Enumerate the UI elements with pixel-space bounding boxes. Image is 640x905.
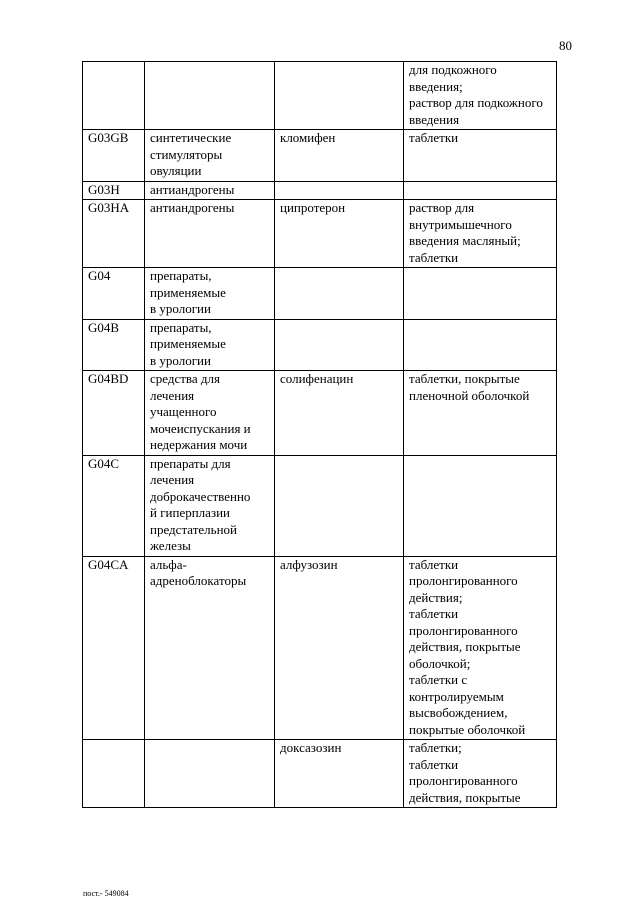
table-row [83, 62, 557, 130]
atc-code-cell [83, 130, 145, 182]
cell-text-line: доброкачественно [150, 488, 251, 504]
cell-text-line: ципротерон [280, 200, 346, 215]
substance-cell [275, 268, 404, 320]
atc-code-cell [83, 455, 145, 556]
cell-text-line: лечения [150, 387, 195, 403]
cell-text-line: железы [150, 538, 191, 553]
atc-code-cell [83, 181, 145, 200]
cell-text-line: антиандрогены [150, 200, 235, 215]
table-body [83, 62, 557, 808]
dosage-form-cell [404, 556, 557, 740]
dosage-form-cell [404, 130, 557, 182]
group-name-cell [145, 200, 275, 268]
cell-text-line: антиандрогены [150, 181, 235, 197]
cell-text-line: таблетки [409, 756, 459, 772]
cell-text-line: алфузозин [280, 556, 338, 572]
cell-text-line: таблетки; [409, 740, 462, 755]
cell-text-line: солифенацин [280, 371, 354, 386]
cell-text-line: введения; [409, 78, 463, 94]
cell-text-line: G04B [88, 319, 120, 335]
cell-text-line: раствор для [409, 200, 475, 215]
cell-text-line: средства для [150, 371, 221, 386]
atc-code-cell [83, 371, 145, 456]
group-name-cell [145, 455, 275, 556]
dosage-form-cell [404, 371, 557, 456]
cell-text-line: таблетки [409, 606, 459, 621]
group-name-cell [145, 371, 275, 456]
substance-cell [275, 200, 404, 268]
cell-text-line: раствор для подкожного [409, 95, 543, 110]
cell-text-line: таблетки [409, 249, 459, 265]
atc-code-cell [83, 200, 145, 268]
atc-code-cell [83, 268, 145, 320]
cell-text-line: препараты, [150, 268, 212, 283]
cell-text-line: для подкожного [409, 62, 497, 77]
cell-text-line: G03HA [88, 200, 130, 215]
page-number: 80 [559, 38, 572, 53]
substance-cell [275, 556, 404, 740]
cell-text-line: предстательной [150, 521, 237, 537]
table-row [83, 268, 557, 320]
atc-code-cell [83, 740, 145, 808]
cell-text-line: мочеиспускания и [150, 420, 251, 436]
cell-text-line: G03H [88, 181, 120, 197]
cell-text-line: пролонгированного [409, 622, 518, 638]
footer-note: пост.- 549084 [83, 889, 129, 898]
cell-text-line: в урологии [150, 352, 211, 368]
cell-text-line: недержания мочи [150, 437, 248, 452]
cell-text-line: адреноблокаторы [150, 573, 247, 588]
cell-text-line: препараты для [150, 455, 231, 471]
table-row [83, 740, 557, 808]
atc-code-cell [83, 62, 145, 130]
drug-table [82, 61, 557, 808]
cell-text-line: препараты, [150, 319, 212, 335]
cell-text-line: G04 [88, 268, 111, 283]
cell-text-line: пленочной оболочкой [409, 387, 530, 403]
cell-text-line: в урологии [150, 301, 211, 316]
atc-code-cell [83, 319, 145, 371]
cell-text-line: введения [409, 111, 460, 127]
table-row [83, 130, 557, 182]
cell-text-line: таблетки [409, 130, 459, 145]
dosage-form-cell [404, 181, 557, 200]
substance-cell [275, 371, 404, 456]
dosage-form-cell [404, 268, 557, 320]
cell-text-line: оболочкой; [409, 655, 471, 671]
substance-cell [275, 319, 404, 371]
cell-text-line: лечения [150, 472, 195, 487]
table-row [83, 556, 557, 740]
cell-text-line: высвобождением, [409, 705, 508, 720]
substance-cell [275, 62, 404, 130]
group-name-cell [145, 181, 275, 200]
cell-text-line: G04BD [88, 371, 129, 386]
substance-cell [275, 740, 404, 808]
cell-text-line: контролируемым [409, 688, 504, 704]
cell-text-line: G04CA [88, 556, 129, 572]
dosage-form-cell [404, 200, 557, 268]
substance-cell [275, 130, 404, 182]
dosage-form-cell [404, 62, 557, 130]
cell-text-line: внутримышечного [409, 216, 512, 232]
cell-text-line: альфа- [150, 556, 187, 572]
cell-text-line: й гиперплазии [150, 505, 230, 520]
cell-text-line: стимуляторы [150, 146, 223, 162]
dosage-form-cell [404, 740, 557, 808]
table-row [83, 455, 557, 556]
cell-text-line: G03GB [88, 130, 129, 145]
cell-text-line: пролонгированного [409, 573, 518, 588]
cell-text-line: пролонгированного [409, 773, 518, 788]
cell-text-line: кломифен [280, 130, 336, 145]
dosage-form-cell [404, 455, 557, 556]
cell-text-line: действия, покрытые [409, 789, 521, 805]
atc-code-cell [83, 556, 145, 740]
group-name-cell [145, 740, 275, 808]
table-row [83, 319, 557, 371]
table-row [83, 200, 557, 268]
cell-text-line: действия; [409, 589, 463, 605]
cell-text-line: применяемые [150, 336, 226, 351]
cell-text-line: таблетки [409, 556, 459, 572]
group-name-cell [145, 268, 275, 320]
cell-text-line: покрытые оболочкой [409, 721, 526, 737]
cell-text-line: таблетки с [409, 672, 468, 687]
table-row [83, 371, 557, 456]
dosage-form-cell [404, 319, 557, 371]
substance-cell [275, 455, 404, 556]
group-name-cell [145, 556, 275, 740]
cell-text-line: синтетические [150, 130, 232, 145]
cell-text-line: учащенного [150, 404, 217, 419]
cell-text-line: введения масляный; [409, 233, 521, 248]
cell-text-line: доксазозин [280, 740, 342, 755]
group-name-cell [145, 130, 275, 182]
group-name-cell [145, 62, 275, 130]
table-row [83, 181, 557, 200]
cell-text-line: G04C [88, 455, 120, 471]
cell-text-line: действия, покрытые [409, 639, 521, 654]
cell-text-line: применяемые [150, 284, 226, 300]
group-name-cell [145, 319, 275, 371]
substance-cell [275, 181, 404, 200]
cell-text-line: таблетки, покрытые [409, 371, 520, 386]
cell-text-line: овуляции [150, 163, 202, 178]
